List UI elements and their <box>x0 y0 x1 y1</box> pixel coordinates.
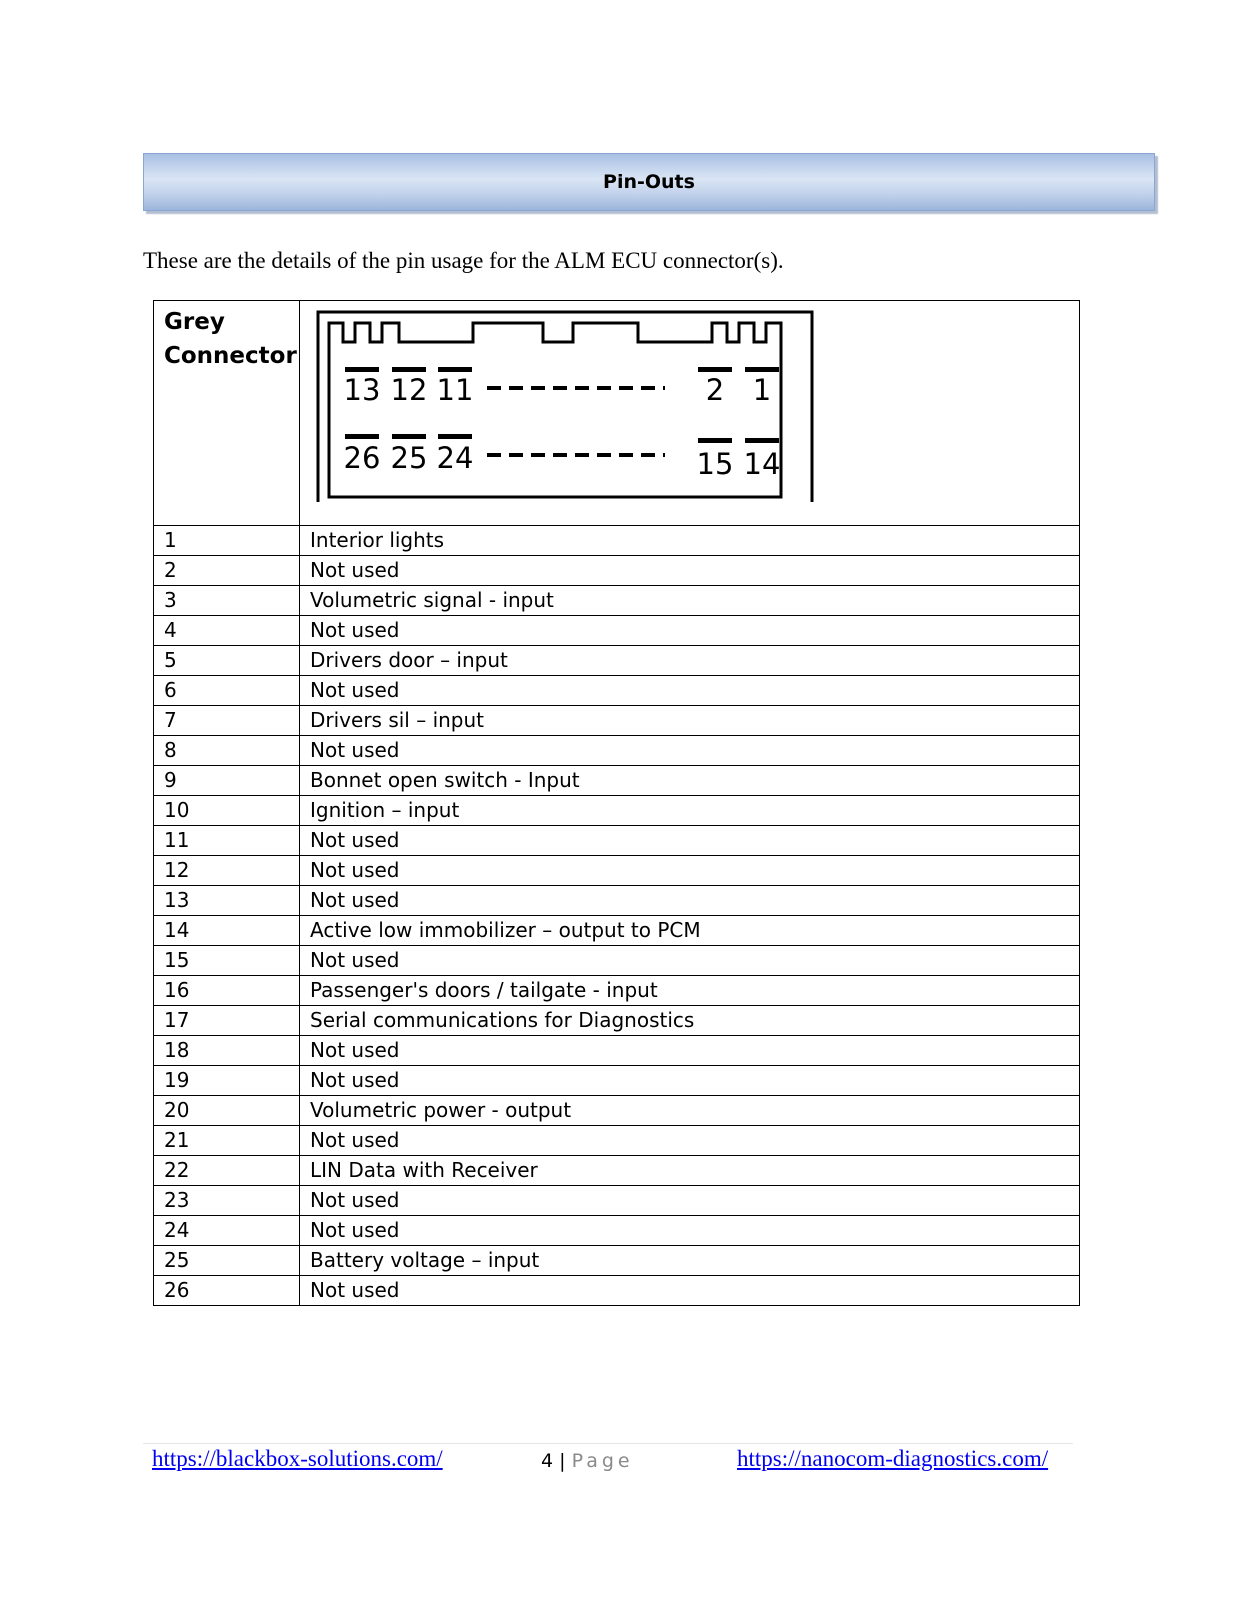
table-row <box>154 586 1080 616</box>
table-row <box>154 1066 1080 1096</box>
pinout-table <box>153 300 1080 1306</box>
table-row <box>154 976 1080 1006</box>
pin-number-cell: 9 <box>154 766 300 796</box>
pin-description-cell: Interior lights <box>300 526 1080 556</box>
pin-number-cell: 7 <box>154 706 300 736</box>
table-row <box>154 556 1080 586</box>
table-row <box>154 616 1080 646</box>
pin-description-cell: Not used <box>300 616 1080 646</box>
diagram-pin-25: 25 <box>390 441 428 475</box>
table-row <box>154 1216 1080 1246</box>
pin-description-cell: Drivers door – input <box>300 646 1080 676</box>
pin-description-cell: Not used <box>300 1126 1080 1156</box>
pin-number-cell: 6 <box>154 676 300 706</box>
pin-number-cell: 22 <box>154 1156 300 1186</box>
diagram-pin-2: 2 <box>705 373 725 407</box>
pin-description-cell: Not used <box>300 1186 1080 1216</box>
table-row <box>154 1246 1080 1276</box>
page-number-value: 4 <box>541 1450 554 1472</box>
intro-paragraph: These are the details of the pin usage for the ALM ECU connector(s). <box>143 248 784 273</box>
table-row <box>154 1096 1080 1126</box>
pin-number-cell: 2 <box>154 556 300 586</box>
pin-number-cell: 19 <box>154 1066 300 1096</box>
table-row <box>154 736 1080 766</box>
table-row <box>154 1006 1080 1036</box>
table-row <box>154 796 1080 826</box>
pin-description-cell: Not used <box>300 946 1080 976</box>
diagram-pin-24: 24 <box>436 441 474 475</box>
pin-description-cell: Serial communications for Diagnostics <box>300 1006 1080 1036</box>
pin-description-cell: Not used <box>300 886 1080 916</box>
connector-label-line1: Grey <box>164 309 225 335</box>
pin-number-cell: 12 <box>154 856 300 886</box>
pin-number-cell: 26 <box>154 1276 300 1306</box>
pin-number-cell: 17 <box>154 1006 300 1036</box>
pin-number-cell: 15 <box>154 946 300 976</box>
table-row <box>154 526 1080 556</box>
diagram-pin-13: 13 <box>343 373 381 407</box>
pin-description-cell: Not used <box>300 826 1080 856</box>
pin-number-cell: 1 <box>154 526 300 556</box>
diagram-pin-26: 26 <box>343 441 381 475</box>
diagram-pin-14: 14 <box>743 447 781 481</box>
pin-description-cell: Not used <box>300 556 1080 586</box>
diagram-pin-11: 11 <box>436 373 474 407</box>
pin-number-cell: 3 <box>154 586 300 616</box>
table-row <box>154 646 1080 676</box>
page-number-separator: | <box>559 1450 566 1472</box>
pin-number-cell: 13 <box>154 886 300 916</box>
pin-description-cell: Volumetric signal - input <box>300 586 1080 616</box>
section-title: Pin-Outs <box>603 171 695 193</box>
pin-number-cell: 14 <box>154 916 300 946</box>
page-number <box>541 1450 634 1472</box>
section-header-banner <box>143 153 1155 211</box>
pin-description-cell: Drivers sil – input <box>300 706 1080 736</box>
table-row <box>154 946 1080 976</box>
pin-number-cell: 23 <box>154 1186 300 1216</box>
pin-number-cell: 16 <box>154 976 300 1006</box>
pin-number-cell: 21 <box>154 1126 300 1156</box>
footer-link-nanocom[interactable]: https://nanocom-diagnostics.com/ <box>737 1446 1049 1471</box>
connector-diagram <box>315 304 815 509</box>
pin-number-cell: 11 <box>154 826 300 856</box>
pin-description-cell: Passenger's doors / tailgate - input <box>300 976 1080 1006</box>
connector-diagram-cell <box>300 301 1080 526</box>
pin-description-cell: Not used <box>300 1066 1080 1096</box>
table-row <box>154 1156 1080 1186</box>
table-row <box>154 916 1080 946</box>
table-row <box>154 1036 1080 1066</box>
table-row <box>154 706 1080 736</box>
page-word: Page <box>571 1450 634 1472</box>
pin-description-cell: Bonnet open switch - Input <box>300 766 1080 796</box>
table-row <box>154 826 1080 856</box>
diagram-pin-12: 12 <box>390 373 428 407</box>
pin-description-cell: Battery voltage – input <box>300 1246 1080 1276</box>
pin-number-cell: 8 <box>154 736 300 766</box>
diagram-pin-15: 15 <box>696 447 734 481</box>
table-row <box>154 676 1080 706</box>
table-row <box>154 886 1080 916</box>
connector-header-row <box>154 301 1080 526</box>
table-row <box>154 1126 1080 1156</box>
diagram-pin-1: 1 <box>752 373 772 407</box>
table-row <box>154 766 1080 796</box>
connector-label-line2: Connector <box>164 343 297 369</box>
pin-description-cell: Not used <box>300 1036 1080 1066</box>
pin-description-cell: Not used <box>300 856 1080 886</box>
pin-description-cell: LIN Data with Receiver <box>300 1156 1080 1186</box>
pin-number-cell: 5 <box>154 646 300 676</box>
table-row <box>154 1276 1080 1306</box>
pin-number-cell: 20 <box>154 1096 300 1126</box>
footer-divider <box>143 1443 1073 1444</box>
pin-description-cell: Not used <box>300 1276 1080 1306</box>
pin-number-cell: 10 <box>154 796 300 826</box>
pin-number-cell: 25 <box>154 1246 300 1276</box>
footer-link-blackbox[interactable]: https://blackbox-solutions.com/ <box>152 1446 443 1471</box>
table-row <box>154 856 1080 886</box>
pin-description-cell: Not used <box>300 736 1080 766</box>
pin-description-cell: Not used <box>300 676 1080 706</box>
table-row <box>154 1186 1080 1216</box>
pin-description-cell: Ignition – input <box>300 796 1080 826</box>
pin-number-cell: 24 <box>154 1216 300 1246</box>
pin-number-cell: 18 <box>154 1036 300 1066</box>
pin-description-cell: Active low immobilizer – output to PCM <box>300 916 1080 946</box>
pin-number-cell: 4 <box>154 616 300 646</box>
pin-description-cell: Volumetric power - output <box>300 1096 1080 1126</box>
pin-description-cell: Not used <box>300 1216 1080 1246</box>
connector-label-cell <box>154 301 300 526</box>
